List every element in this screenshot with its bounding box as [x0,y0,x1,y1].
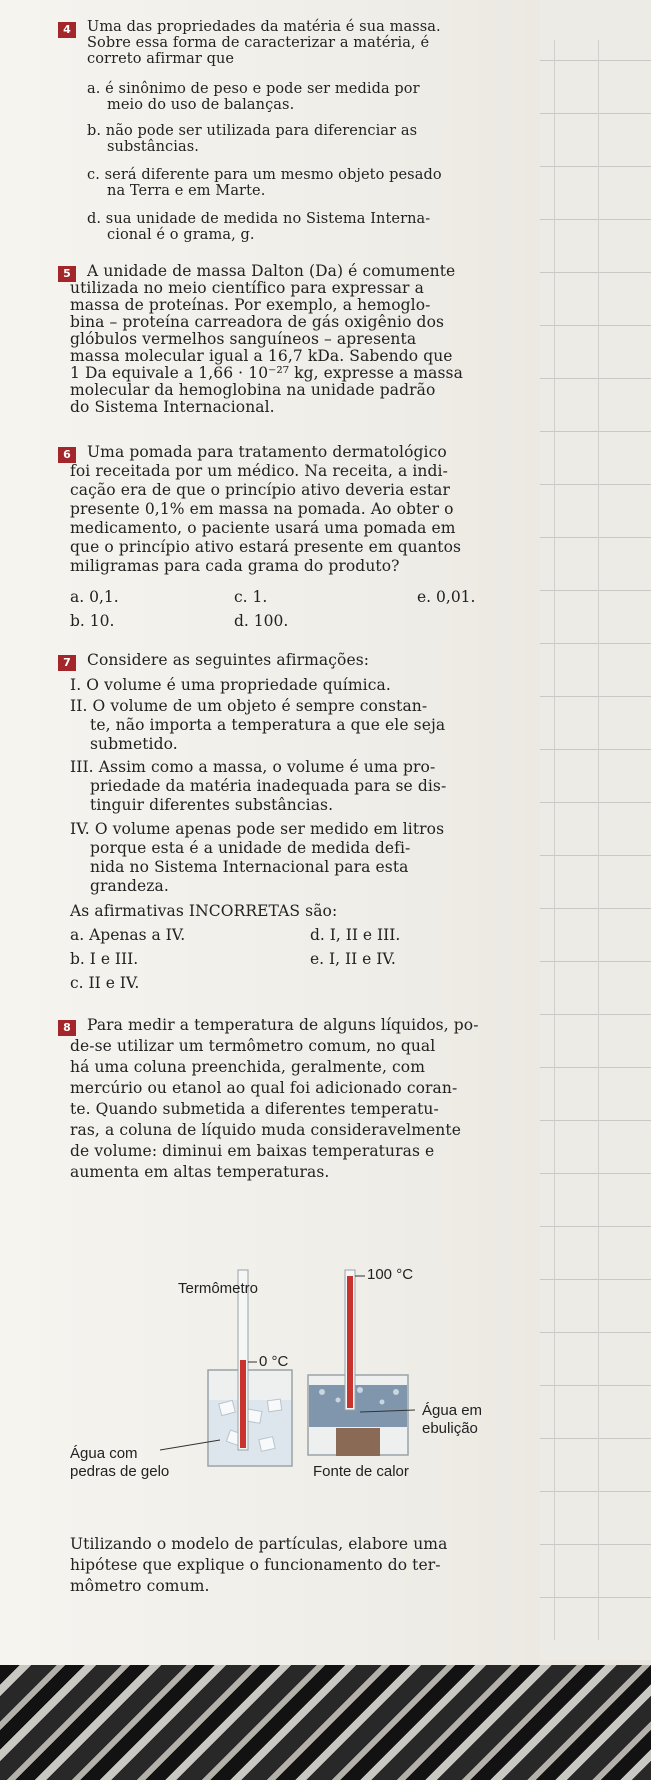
q6-option-a: a. 0,1. [70,588,119,606]
q4-option-b-2: substâncias. [107,139,199,155]
question-4-badge: 4 [58,22,76,38]
q8-closing-1: Utilizando o modelo de partículas, elabore uma [70,1535,448,1553]
ruled-line [540,219,651,220]
q8-line-7: de volume: diminui em baixas temperaturas e [70,1142,435,1160]
ruled-line [540,590,651,591]
ruled-line [540,325,651,326]
ruled-line [540,113,651,114]
q7-option-d: d. I, II e III. [310,926,401,944]
q5-line-8: molecular da hemoglobina na unidade padrão [70,381,436,399]
q4-option-b-1: b. não pode ser utilizada para diferenciar as [87,123,418,139]
ruled-line [540,1226,651,1227]
q6-line-1: Uma pomada para tratamento dermatológico [87,443,447,461]
q6-line-7: miligramas para cada grama do produto? [70,557,400,575]
q8-line-2: de-se utilizar um termômetro comum, no qual [70,1037,436,1055]
q4-option-c-2: na Terra e em Marte. [107,183,266,199]
ruled-line [540,802,651,803]
q5-line-1: A unidade de massa Dalton (Da) é comumente [87,262,456,280]
thermometer-figure [60,1250,530,1510]
ruled-line [540,378,651,379]
ruled-line [540,484,651,485]
q7-item-3-1: III. Assim como a massa, o volume é uma pro- [70,758,436,776]
q4-line-2: Sobre essa forma de caracterizar a matéria, é [87,35,430,51]
q7-item-2-2: te, não importa a temperatura a que ele seja [90,716,446,734]
q5-line-6: massa molecular igual a 16,7 kDa. Sabendo que [70,347,453,365]
ruled-line [540,1014,651,1015]
ruled-line [540,1332,651,1333]
q8-line-6: ras, a coluna de líquido muda consideravelmente [70,1121,461,1139]
q7-item-4-4: grandeza. [90,877,169,895]
q6-line-6: que o princípio ativo estará presente em quantos [70,538,462,556]
ruled-line [540,1067,651,1068]
q6-line-4: presente 0,1% em massa na pomada. Ao obter o [70,500,454,518]
q5-line-7: 1 Da equivale a 1,66 · 10⁻²⁷ kg, expresse a massa [70,364,463,382]
q5-line-4: bina – proteína carreadora de gás oxigênio dos [70,313,445,331]
q7-option-e: e. I, II e IV. [310,950,396,968]
notebook-strip [540,0,651,1660]
q6-line-5: medicamento, o paciente usará uma pomada em [70,519,456,537]
zero-celsius-label: 0 °C [259,1353,289,1370]
q8-line-8: aumenta em altas temperaturas. [70,1163,330,1181]
q6-option-c: c. 1. [234,588,268,606]
ruled-line [540,272,651,273]
ruled-line [540,749,651,750]
q8-closing-3: mômetro comum. [70,1577,210,1595]
ruled-line [540,166,651,167]
q7-item-4-1: IV. O volume apenas pode ser medido em litros [70,820,445,838]
q7-item-1: I. O volume é uma propriedade química. [70,676,391,694]
ruled-line [540,431,651,432]
ruled-line [540,1597,651,1598]
ruled-line [540,696,651,697]
q6-option-e: e. 0,01. [417,588,476,606]
q8-closing-2: hipótese que explique o funcionamento do ter- [70,1556,441,1574]
ruled-line [540,1120,651,1121]
boiling-label-2: ebulição [422,1420,478,1437]
q7-option-b: b. I e III. [70,950,139,968]
hundred-celsius-label: 100 °C [367,1266,414,1283]
q7-question: As afirmativas INCORRETAS são: [70,902,338,920]
q7-option-c: c. II e IV. [70,974,140,992]
ice-label-2: pedras de gelo [70,1463,170,1480]
ruled-line [540,961,651,962]
ruled-line [540,855,651,856]
ruled-line [540,643,651,644]
q7-item-2-1: II. O volume de um objeto é sempre constan- [70,697,428,715]
q7-item-3-3: tinguir diferentes substâncias. [90,796,334,814]
question-7-badge: 7 [58,655,76,671]
margin-line [598,40,599,1640]
q4-option-c-1: c. será diferente para um mesmo objeto pesado [87,167,442,183]
question-6-badge: 6 [58,447,76,463]
q8-line-3: há uma coluna preenchida, geralmente, com [70,1058,426,1076]
q4-option-d-1: d. sua unidade de medida no Sistema Interna- [87,211,431,227]
q4-line-1: Uma das propriedades da matéria é sua massa. [87,19,441,35]
q5-line-5: glóbulos vermelhos sanguíneos – apresenta [70,330,417,348]
ruled-line [540,1173,651,1174]
boiling-water-beaker [308,1375,408,1456]
q8-line-4: mercúrio ou etanol ao qual foi adicionado coran- [70,1079,458,1097]
q7-item-4-3: nida no Sistema Internacional para esta [90,858,409,876]
ruled-line [540,1279,651,1280]
q7-intro: Considere as seguintes afirmações: [87,651,370,669]
ruled-line [540,1544,651,1545]
ruled-line [540,60,651,61]
question-8-badge: 8 [58,1020,76,1036]
heat-source-label: Fonte de calor [313,1463,409,1480]
ruled-line [540,908,651,909]
q5-line-2: utilizada no meio científico para expressar a [70,279,424,297]
q4-option-a-1: a. é sinônimo de peso e pode ser medida por [87,81,420,97]
q4-option-d-2: cional é o grama, g. [107,227,255,243]
ice-label-1: Água com [70,1445,138,1462]
ice-water-beaker [208,1370,292,1466]
q6-line-2: foi receitada por um médico. Na receita, a indi- [70,462,448,480]
ruled-line [540,1491,651,1492]
q8-line-5: te. Quando submetida a diferentes temperatu- [70,1100,439,1118]
thermometer-label: Termômetro [178,1280,259,1297]
q7-item-3-2: priedade da matéria inadequada para se dis- [90,777,447,795]
q6-option-d: d. 100. [234,612,289,630]
q6-option-b: b. 10. [70,612,115,630]
boiling-label-1: Água em [422,1402,483,1419]
q4-line-3: correto afirmar que [87,51,235,67]
question-5-badge: 5 [58,266,76,282]
margin-line [554,40,555,1640]
q7-item-4-2: porque esta é a unidade de medida defi- [90,839,411,857]
q7-item-2-3: submetido. [90,735,178,753]
q8-line-1: Para medir a temperatura de alguns líquidos, po- [87,1016,479,1034]
q6-line-3: cação era de que o princípio ativo deveria estar [70,481,450,499]
q5-line-3: massa de proteínas. Por exemplo, a hemoglo- [70,296,431,314]
q7-option-a: a. Apenas a IV. [70,926,186,944]
q4-option-a-2: meio do uso de balanças. [107,97,295,113]
ruled-line [540,1385,651,1386]
fabric-pattern [0,1665,651,1780]
q5-line-9: do Sistema Internacional. [70,398,275,416]
ruled-line [540,1438,651,1439]
ruled-line [540,537,651,538]
